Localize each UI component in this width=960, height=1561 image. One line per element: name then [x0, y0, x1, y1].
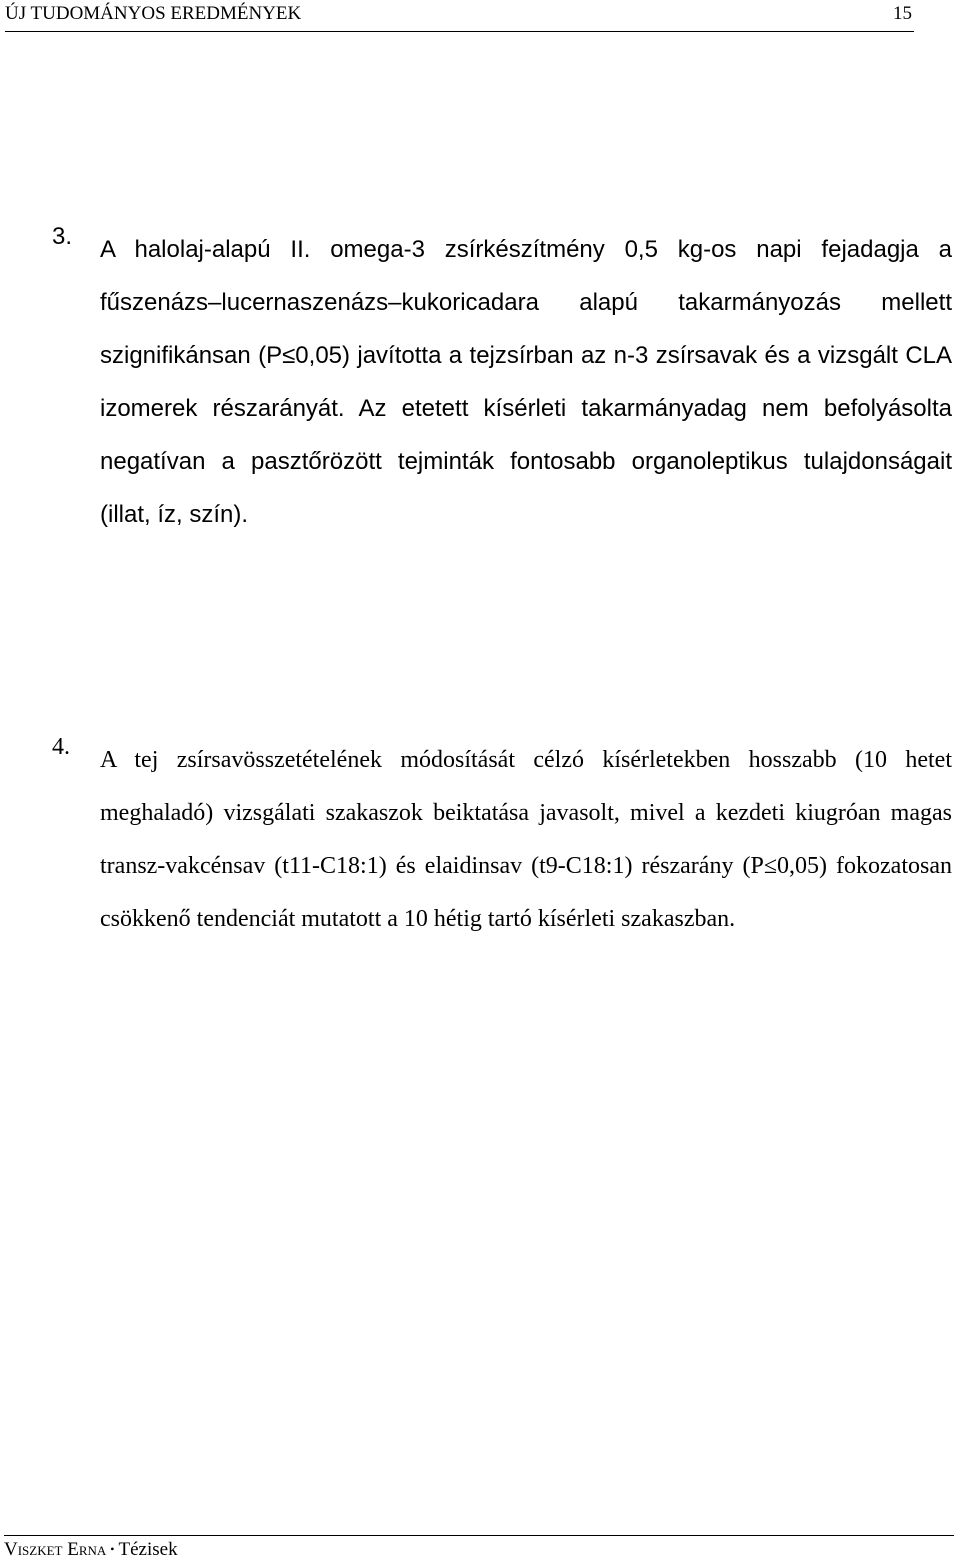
thesis-item-4 — [52, 734, 952, 946]
footer-author: Viszket Erna — [4, 1539, 107, 1560]
running-footer — [4, 1535, 954, 1561]
footer-label: Tézisek — [118, 1539, 178, 1560]
page-number: 15 — [893, 3, 912, 24]
item-text: A tej zsírsavösszetételének módosítását célzó kísérletekben hosszabb (10 hetet meghaladó) vizsgálati szakaszok beiktatása javasolt, mivel a kezdeti kiugróan magas transz-vakcénsav (t11-C18:1) és elaidinsav (t9-C18:1) részarány (P≤0,05) fokozatosan csökkenő tendenciát mutatott a 10 hétig tartó kísérleti szakaszban. — [100, 747, 952, 932]
item-number: 3. — [52, 223, 73, 250]
item-text: A halolaj-alapú II. omega-3 zsírkészítmény 0,5 kg-os napi fejadagja a fűszenázs–lucernaszenázs–kukoricadara alapú takarmányozás mellett szignifikánsan (P≤0,05) javította a tejzsírban az n-3 zsírsavak és a vizsgált CLA izomerek részarányát. Az etetett kísérleti takarmányadag nem befolyásolta negatívan a pasztőrözött tejminták fontosabb organoleptikus tulajdonságait (illat, íz, szín). — [100, 236, 952, 528]
running-header — [5, 0, 914, 32]
thesis-item-3 — [52, 223, 952, 541]
item-number: 4. — [52, 734, 70, 760]
footer-separator: • — [110, 1542, 115, 1556]
header-title: ÚJ TUDOMÁNYOS EREDMÉNYEK — [5, 3, 302, 24]
